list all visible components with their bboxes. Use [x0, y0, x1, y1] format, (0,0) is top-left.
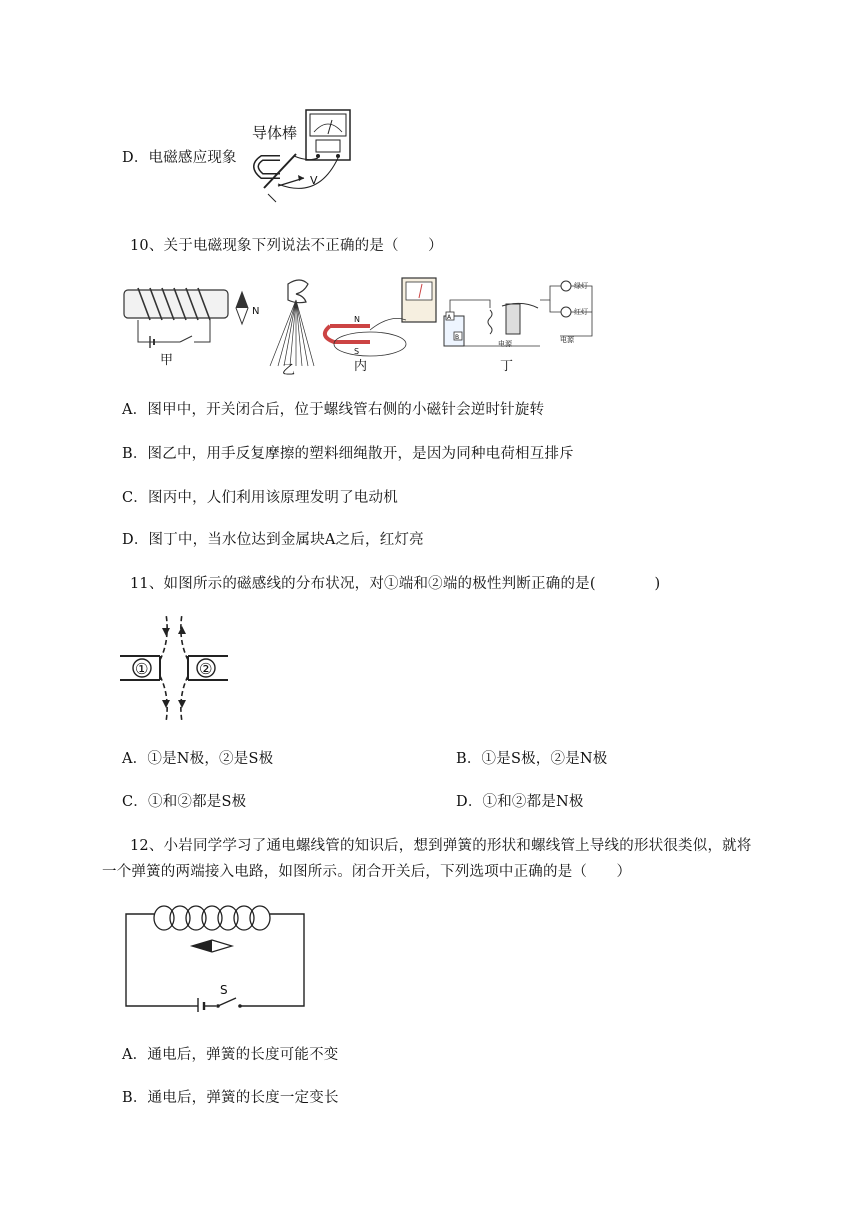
q12-option-a: A．通电后，弹簧的长度可能不变	[122, 1047, 339, 1063]
label-jia: 甲	[160, 353, 174, 368]
q11-option-a: A．①是N极，②是S极	[122, 751, 274, 767]
label-ding: 丁	[500, 359, 514, 374]
svg-text:S: S	[354, 347, 360, 356]
q10-stem: 10、关于电磁现象下列说法不正确的是（ ）	[130, 238, 443, 254]
svg-text:A: A	[447, 314, 452, 321]
svg-text:绿灯: 绿灯	[574, 282, 588, 290]
q11-option-c: C．①和②都是S极	[122, 794, 247, 810]
q10-option-a: A．图甲中，开关闭合后，位于螺线管右侧的小磁针会逆时针旋转	[122, 402, 545, 418]
pole-2-label: ②	[199, 660, 213, 678]
figure-jia-solenoid	[124, 288, 228, 368]
svg-text:电源: 电源	[498, 340, 512, 348]
q9-option-d: D．电磁感应现象	[122, 150, 237, 166]
q11-stem: 11、如图所示的磁感线的分布状况，对①端和②端的极性判断正确的是( )	[130, 576, 661, 592]
svg-text:N: N	[354, 315, 360, 324]
switch-s-label: S	[220, 983, 228, 997]
q10-option-b: B．图乙中，用手反复摩擦的塑料细绳散开，是因为同种电荷相互排斥	[122, 446, 574, 462]
electromagnetic-induction-figure	[248, 104, 358, 210]
q12-option-b: B．通电后，弹簧的长度一定变长	[122, 1090, 339, 1106]
spring-circuit-figure	[120, 896, 310, 1012]
label-yi: 乙	[282, 363, 296, 378]
svg-text:N: N	[252, 306, 260, 317]
conductor-rod-label: 导体棒	[252, 124, 298, 142]
figure-ding-water-alarm	[444, 281, 592, 374]
compass-needle-icon	[236, 292, 259, 324]
figure-bing-generator	[325, 278, 436, 374]
svg-text:红灯: 红灯	[574, 308, 588, 316]
svg-text:V: V	[310, 174, 318, 187]
q11-option-d: D．①和②都是N极	[456, 794, 584, 810]
svg-text:B: B	[455, 334, 460, 341]
q11-option-b: B．①是S极，②是N极	[456, 751, 608, 767]
q10-option-d: D．图丁中，当水位达到金属块A之后，红灯亮	[122, 532, 424, 548]
magnetic-field-figure	[120, 610, 230, 724]
pole-1-label: ①	[135, 660, 149, 678]
q12-stem-line2: 一个弹簧的两端接入电路，如图所示。闭合开关后，下列选项中正确的是（ ）	[102, 864, 632, 880]
q12-stem-line1: 12、小岩同学学习了通电螺线管的知识后，想到弹簧的形状和螺线管上导线的形状很类似，就将	[130, 838, 752, 854]
q10-option-c: C．图丙中，人们利用该原理发明了电动机	[122, 490, 398, 506]
figure-yi-strings	[270, 280, 314, 378]
q10-figures	[120, 270, 600, 380]
label-bing: 内	[354, 359, 368, 374]
svg-text:电源: 电源	[560, 336, 574, 344]
